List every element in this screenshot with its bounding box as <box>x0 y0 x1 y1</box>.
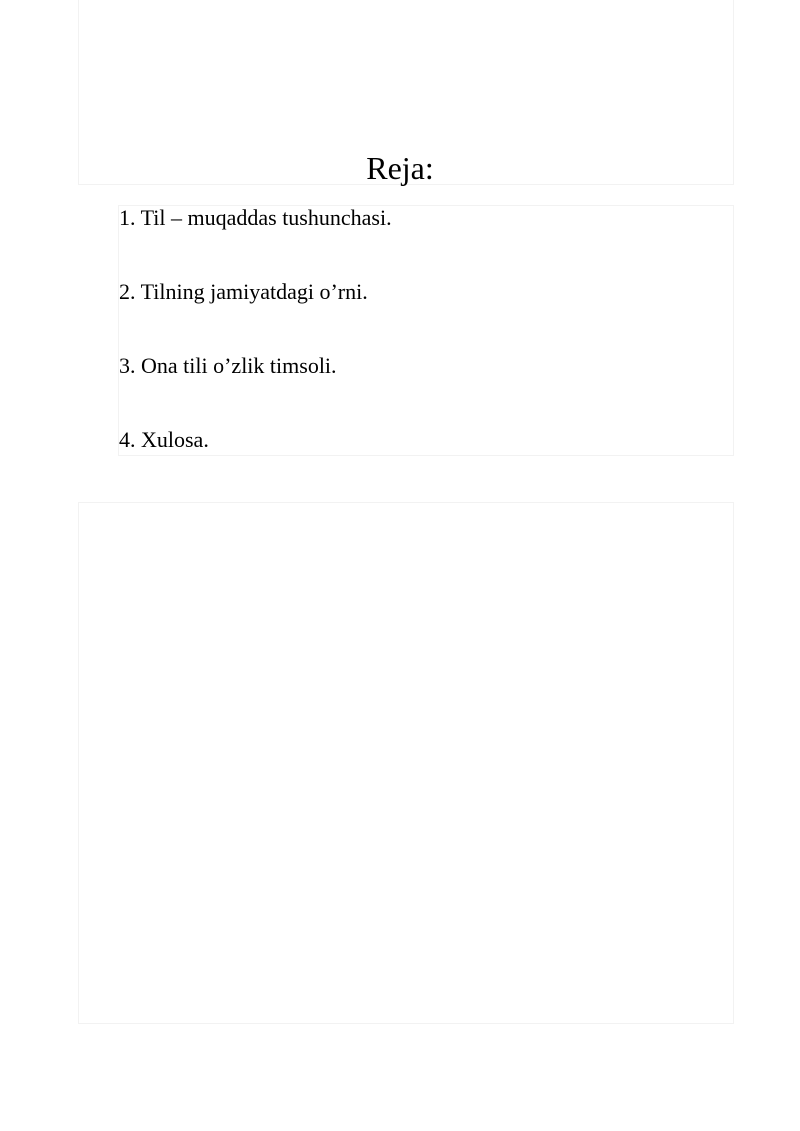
page-title: Reja: <box>366 150 434 186</box>
plan-item-1: 1. Til – muqaddas tushunchasi. <box>119 205 392 230</box>
empty-content-frame <box>78 502 734 1024</box>
plan-item-4: 4. Xulosa. <box>119 427 209 452</box>
plan-item-3: 3. Ona tili o’zlik timsoli. <box>119 353 337 378</box>
plan-list <box>119 203 392 499</box>
plan-item-2: 2. Tilning jamiyatdagi o’rni. <box>119 279 368 304</box>
